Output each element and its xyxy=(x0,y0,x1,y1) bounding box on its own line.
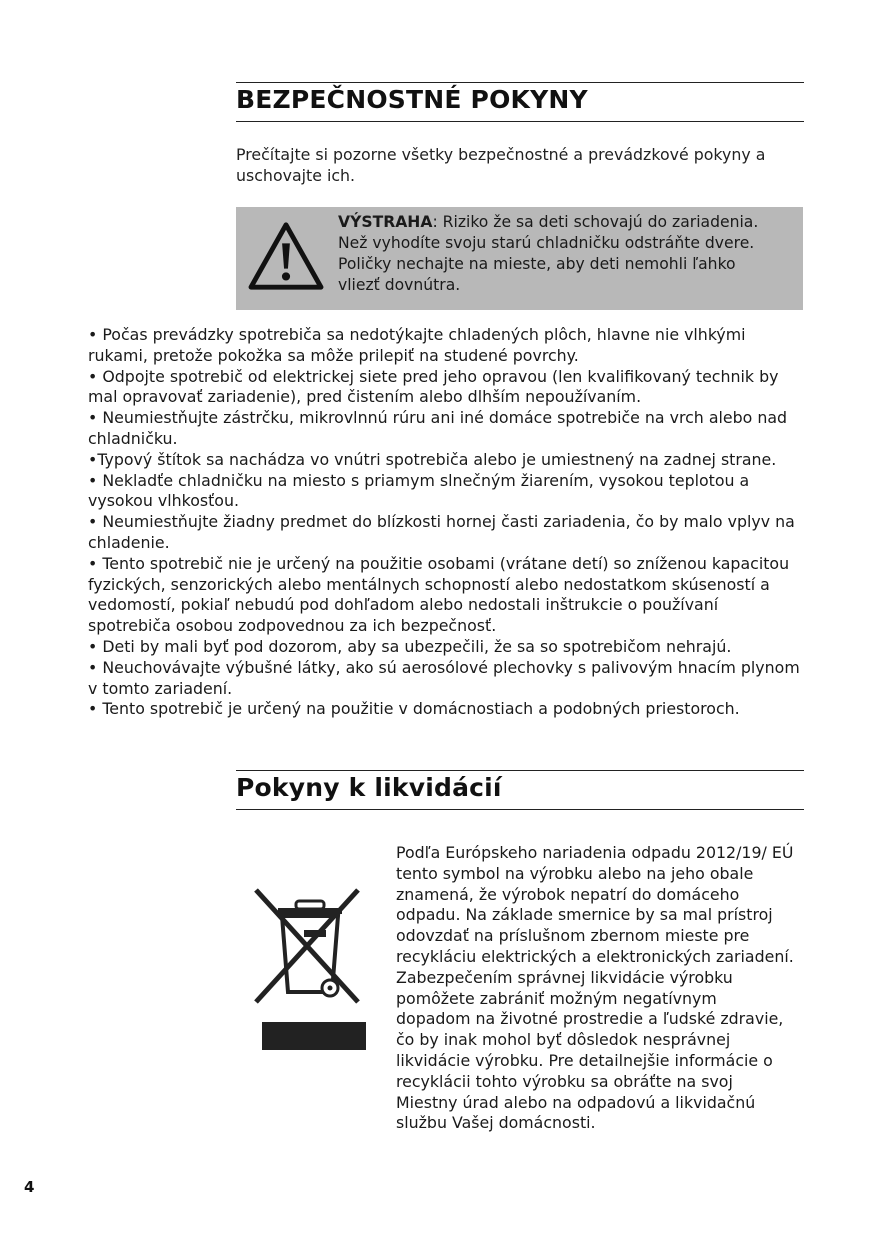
warning-triangle-icon xyxy=(247,220,325,292)
list-item: • Odpojte spotrebič od elektrickej siete pred jeho opravou (len kvalifikovaný technik by mal opravovať zariadenie), pred čistením alebo dlhším nepoužívaním. xyxy=(88,366,779,407)
top-rule xyxy=(236,82,804,83)
list-item: • Počas prevádzky spotrebiča sa nedotýkajte chladených plôch, hlavne nie vlhkými rukami, pretože pokožka sa môže prilepiť na studené povrchy. xyxy=(88,325,746,365)
disposal-top-rule xyxy=(236,770,804,771)
list-item: • Tento spotrebič je určený na použitie v domácnostiach a podobných priestoroch. xyxy=(88,699,740,719)
list-item: • Neumiestňujte žiadny predmet do blízkosti hornej časti zariadenia, čo by malo vplyv na chladenie. xyxy=(88,512,795,552)
list-item: • Neuchovávajte výbušné látky, ako sú aerosólové plechovky s palivovým hnacím plynom v tomto zariadení. xyxy=(88,657,800,698)
list-item: • Nekladťe chladničku na miesto s priamym slnečným žiarením, vysokou teplotou a vysokou vlhkosťou. xyxy=(88,470,750,511)
warning-text xyxy=(338,212,778,296)
safety-intro: Prečítajte si pozorne všetky bezpečnostné a prevádzkové pokyny a uschovajte ich. xyxy=(236,145,766,185)
safety-bullet-list xyxy=(88,325,804,720)
crossed-out-bin-icon xyxy=(250,884,370,1052)
list-item: •Typový štítok sa nachádza vo vnútri spotrebiča alebo je umiestnený na zadnej strane. xyxy=(88,449,777,469)
page-number: 4 xyxy=(24,1178,35,1196)
disposal-text: Podľa Európskeho nariadenia odpadu 2012/19/ EÚ tento symbol na výrobku alebo na jeho obale znamená, že výrobok nepatrí do domáceho odpadu. Na základe smernice by sa mal prístroj odovzdať na príslušnom zbernom mieste pre recykláciu elektrických a elektronických zariadení. Zabezpečením správnej likvidácie výrobku pomôžete zabrániť možným negatívnym dopadom na životné prostredie a ľudské zdravie, čo by inak mohol byť dôsledok nesprávnej likvidácie výrobku. Pre detailnejšie informácie o recyklácii tohto výrobku sa obráťte na svoj Miestny úrad alebo na odpadovú a likvidačnú službu Vašej domácnosti. xyxy=(396,843,794,1133)
warning-body: : Riziko že sa deti schovajú do zariadenia. Než vyhodíte svoju starú chladničku odstráňte dvere. Poličky nechajte na mieste, aby deti nemohli ľahko vliezť dovnútra. xyxy=(338,213,759,294)
list-item: • Deti by mali byť pod dozorom, aby sa ubezpečili, že sa so spotrebičom nehrajú. xyxy=(88,636,732,656)
safety-heading: BEZPEČNOSTNÉ POKYNY xyxy=(236,85,588,114)
list-item: • Neumiestňujte zástrčku, mikrovlnnú rúru ani iné domáce spotrebiče na vrch alebo nad chladničku. xyxy=(88,408,788,448)
warning-box xyxy=(236,207,803,310)
disposal-heading: Pokyny k likvidácií xyxy=(236,773,502,802)
disposal-heading-underline xyxy=(236,809,804,810)
warning-label: VÝSTRAHA xyxy=(338,213,433,231)
safety-heading-underline xyxy=(236,121,804,122)
list-item: • Tento spotrebič nie je určený na použitie osobami (vrátane detí) so zníženou kapacitou fyzických, senzorických alebo mentálnych schopností alebo nedostatkom skúseností a vedomostí, pokiaľ nebudú pod dohľadom alebo nedostali inštrukcie o používaní spotrebiča osobou zodpovednou za ich bezpečnosť. xyxy=(88,553,790,636)
